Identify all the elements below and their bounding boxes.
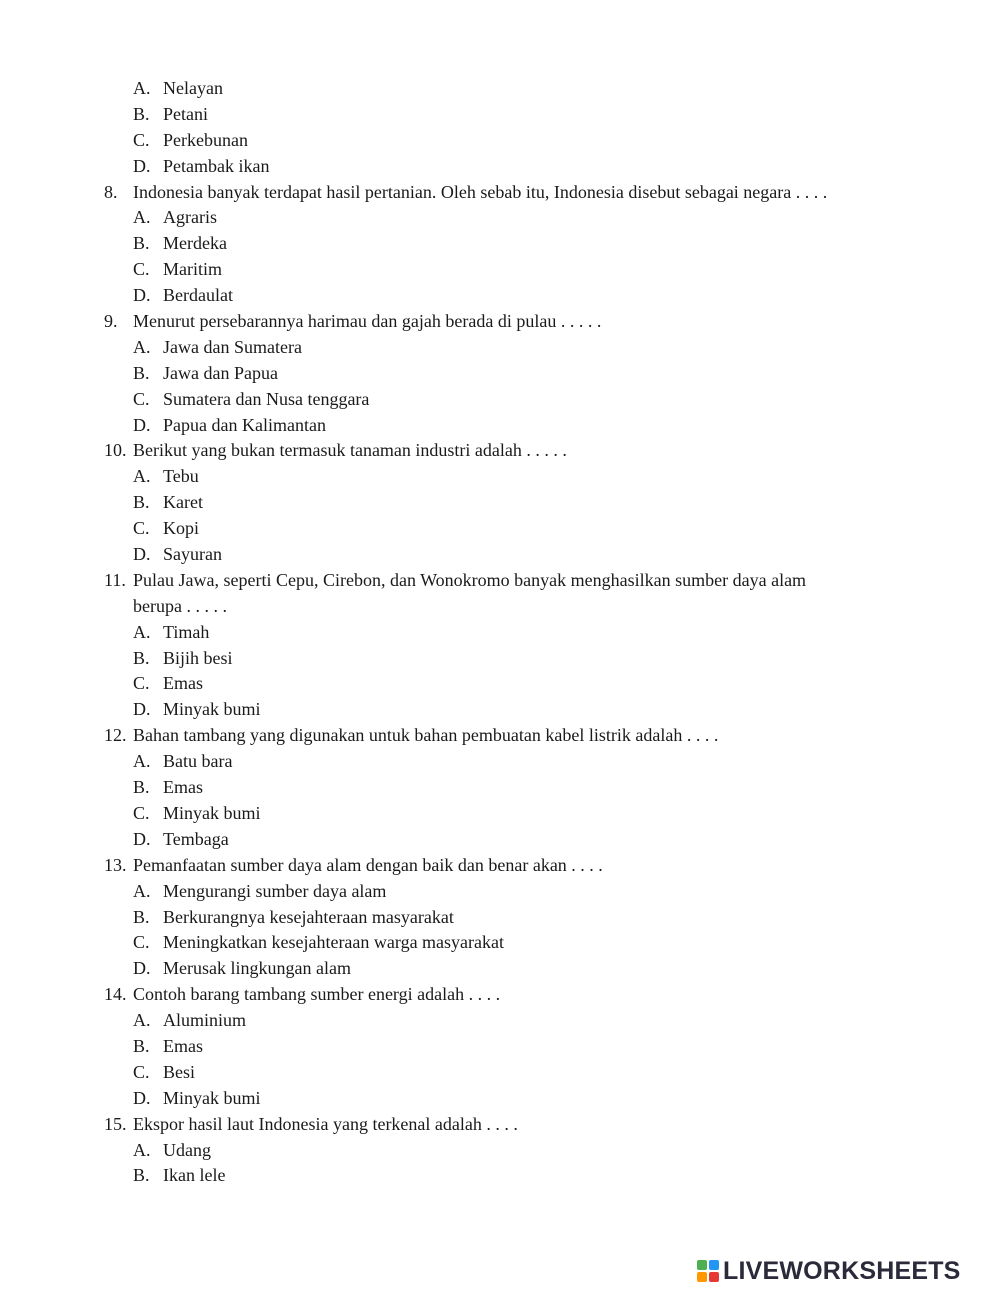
question-text: 12. Bahan tambang yang digunakan untuk bahan pembuatan kabel listrik adalah . . . . [104,725,719,746]
option[interactable]: D. Merusak lingkungan alam [133,958,351,979]
option[interactable]: C. Maritim [133,259,222,280]
question-11 [0,568,1000,723]
option[interactable]: A. Agraris [133,207,217,228]
option[interactable]: C. Perkebunan [133,129,248,150]
question-text: 11. Pulau Jawa, seperti Cepu, Cirebon, dan Wonokromo banyak menghasilkan sumber daya alam [104,569,807,590]
question-text: 8. Indonesia banyak terdapat hasil pertanian. Oleh sebab itu, Indonesia disebut sebagai negara . . . . [104,181,828,202]
option[interactable]: C. Kopi [133,518,199,539]
liveworksheets-cube-icon [697,1260,719,1282]
liveworksheets-logo[interactable] [697,1258,961,1284]
option[interactable]: B. Berkurangnya kesejahteraan masyarakat [133,906,454,927]
option[interactable]: B. Ikan lele [133,1165,226,1186]
option[interactable]: A. Aluminium [133,1010,247,1031]
question-12 [0,723,1000,852]
option[interactable]: B. Bijih besi [133,647,233,668]
option[interactable]: D. Papua dan Kalimantan [133,414,326,435]
logo-text: LIVEWORKSHEETS [723,1256,961,1285]
option[interactable]: D. Tembaga [133,828,229,849]
option[interactable]: B. Emas [133,777,203,798]
option[interactable]: D. Berdaulat [133,285,233,306]
question-8 [0,180,1000,309]
option[interactable]: C. Sumatera dan Nusa tenggara [133,388,370,409]
option[interactable]: A. Udang [133,1139,211,1160]
option[interactable]: A. Jawa dan Sumatera [133,336,302,357]
option[interactable]: B. Emas [133,1035,203,1056]
option[interactable]: A. Nelayan [133,78,223,98]
option[interactable]: A. Mengurangi sumber daya alam [133,880,387,901]
question-text: 14. Contoh barang tambang sumber energi adalah . . . . [104,984,501,1005]
question-10 [0,438,1000,567]
option[interactable]: A. Timah [133,621,210,642]
option[interactable]: B. Petani [133,103,208,124]
option[interactable]: D. Sayuran [133,544,222,565]
worksheet-page [0,76,1000,1189]
question-text: 9. Menurut persebarannya harimau dan gajah berada di pulau . . . . . [104,311,602,332]
option[interactable]: D. Petambak ikan [133,155,270,176]
option[interactable]: A. Batu bara [133,751,233,772]
option[interactable]: D. Minyak bumi [133,1087,261,1108]
pre-options [0,76,1000,180]
option[interactable]: C. Emas [133,673,203,694]
option[interactable]: C. Minyak bumi [133,802,261,823]
question-13 [0,853,1000,982]
question-15 [0,1112,1000,1190]
question-text-continued: berupa . . . . . [133,595,227,616]
option[interactable]: B. Merdeka [133,233,227,254]
option[interactable]: C. Besi [133,1061,196,1082]
question-9 [0,309,1000,438]
option[interactable]: B. Jawa dan Papua [133,362,278,383]
question-14 [0,982,1000,1111]
question-text: 15. Ekspor hasil laut Indonesia yang terkenal adalah . . . . [104,1113,518,1134]
option[interactable]: C. Meningkatkan kesejahteraan warga masyarakat [133,932,505,953]
option[interactable]: D. Minyak bumi [133,699,261,720]
question-text: 13. Pemanfaatan sumber daya alam dengan baik dan benar akan . . . . [104,854,603,875]
option[interactable]: B. Karet [133,492,203,513]
option[interactable]: A. Tebu [133,466,199,487]
question-text: 10. Berikut yang bukan termasuk tanaman industri adalah . . . . . [104,440,567,461]
